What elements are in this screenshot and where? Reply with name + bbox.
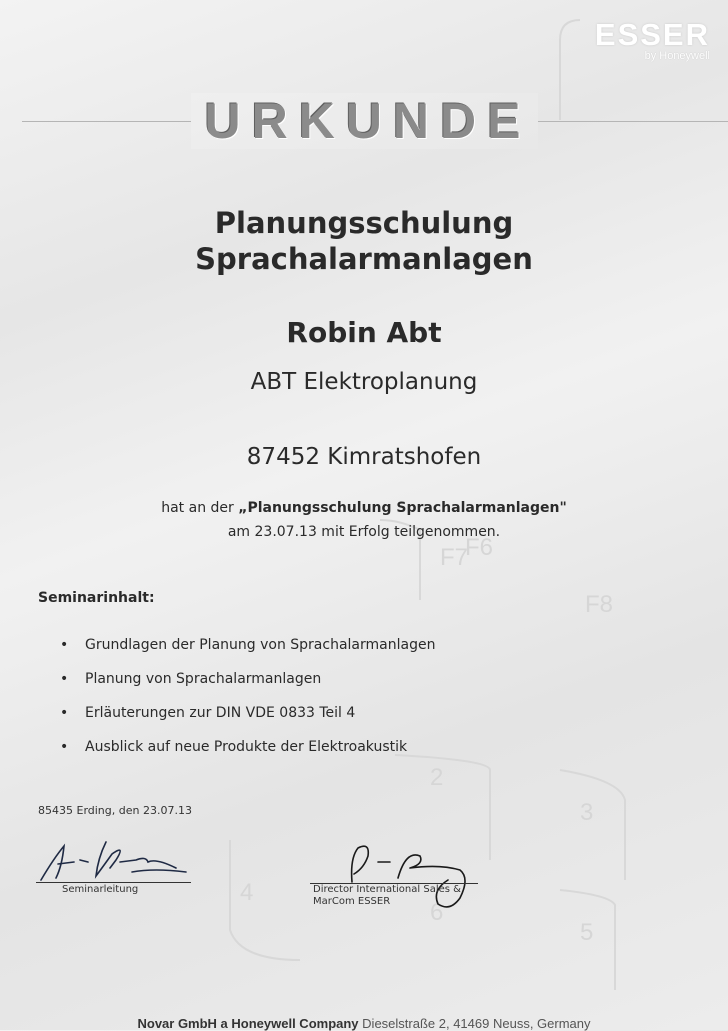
key-mark: 6 xyxy=(430,899,444,926)
list-item: • Erläuterungen zur DIN VDE 0833 Teil 4 xyxy=(60,705,435,739)
participation-prefix: hat an der xyxy=(161,500,234,516)
key-mark: F7 xyxy=(440,544,469,571)
list-item: • Planung von Sprachalarmanlagen xyxy=(60,671,435,705)
footer-company: Novar GmbH a Honeywell Company xyxy=(137,1016,359,1031)
logo-subtitle: by Honeywell xyxy=(644,50,710,62)
signature-label-right: Director International Sales & MarCom ESSER xyxy=(313,884,461,907)
place-date: 85435 Erding, den 23.07.13 xyxy=(38,804,192,817)
recipient-company: ABT Elektroplanung xyxy=(250,369,478,395)
logo-brand: ESSER xyxy=(594,17,710,52)
seminar-heading: Seminarinhalt: xyxy=(38,590,155,606)
esser-logo xyxy=(560,18,710,62)
signature-block-left xyxy=(36,838,196,895)
participation-statement xyxy=(0,496,728,544)
signature-line-left xyxy=(36,882,191,883)
key-mark: F8 xyxy=(585,591,614,618)
course-title-line2: Sprachalarmanlagen xyxy=(195,242,533,276)
course-title-line1: Planungsschulung xyxy=(214,206,514,240)
seminar-topic-list xyxy=(60,637,435,773)
signature-left xyxy=(36,838,196,888)
footer-address: Dieselstraße 2, 41469 Neuss, Germany xyxy=(362,1016,591,1031)
signature-label-left: Seminarleitung xyxy=(62,884,139,895)
key-mark: 2 xyxy=(430,764,444,791)
key-mark: 5 xyxy=(580,919,594,946)
participation-course: „Planungsschulung Sprachalarmanlagen" xyxy=(238,500,567,516)
key-mark: 4 xyxy=(240,879,254,906)
list-item: • Grundlagen der Planung von Sprachalarmanlagen xyxy=(60,637,435,671)
key-mark: 3 xyxy=(580,799,594,826)
key-mark: F6 xyxy=(465,534,494,561)
participation-line2: am 23.07.13 mit Erfolg teilgenommen. xyxy=(227,524,501,540)
course-title xyxy=(0,205,728,277)
footer xyxy=(0,1016,728,1031)
certificate-title: URKUNDE xyxy=(0,92,728,150)
signature-block-right xyxy=(310,838,490,922)
recipient-city: 87452 Kimratshofen xyxy=(246,444,482,470)
list-item: • Ausblick auf neue Produkte der Elektroakustik xyxy=(60,739,435,773)
recipient-name: Robin Abt xyxy=(286,316,442,349)
